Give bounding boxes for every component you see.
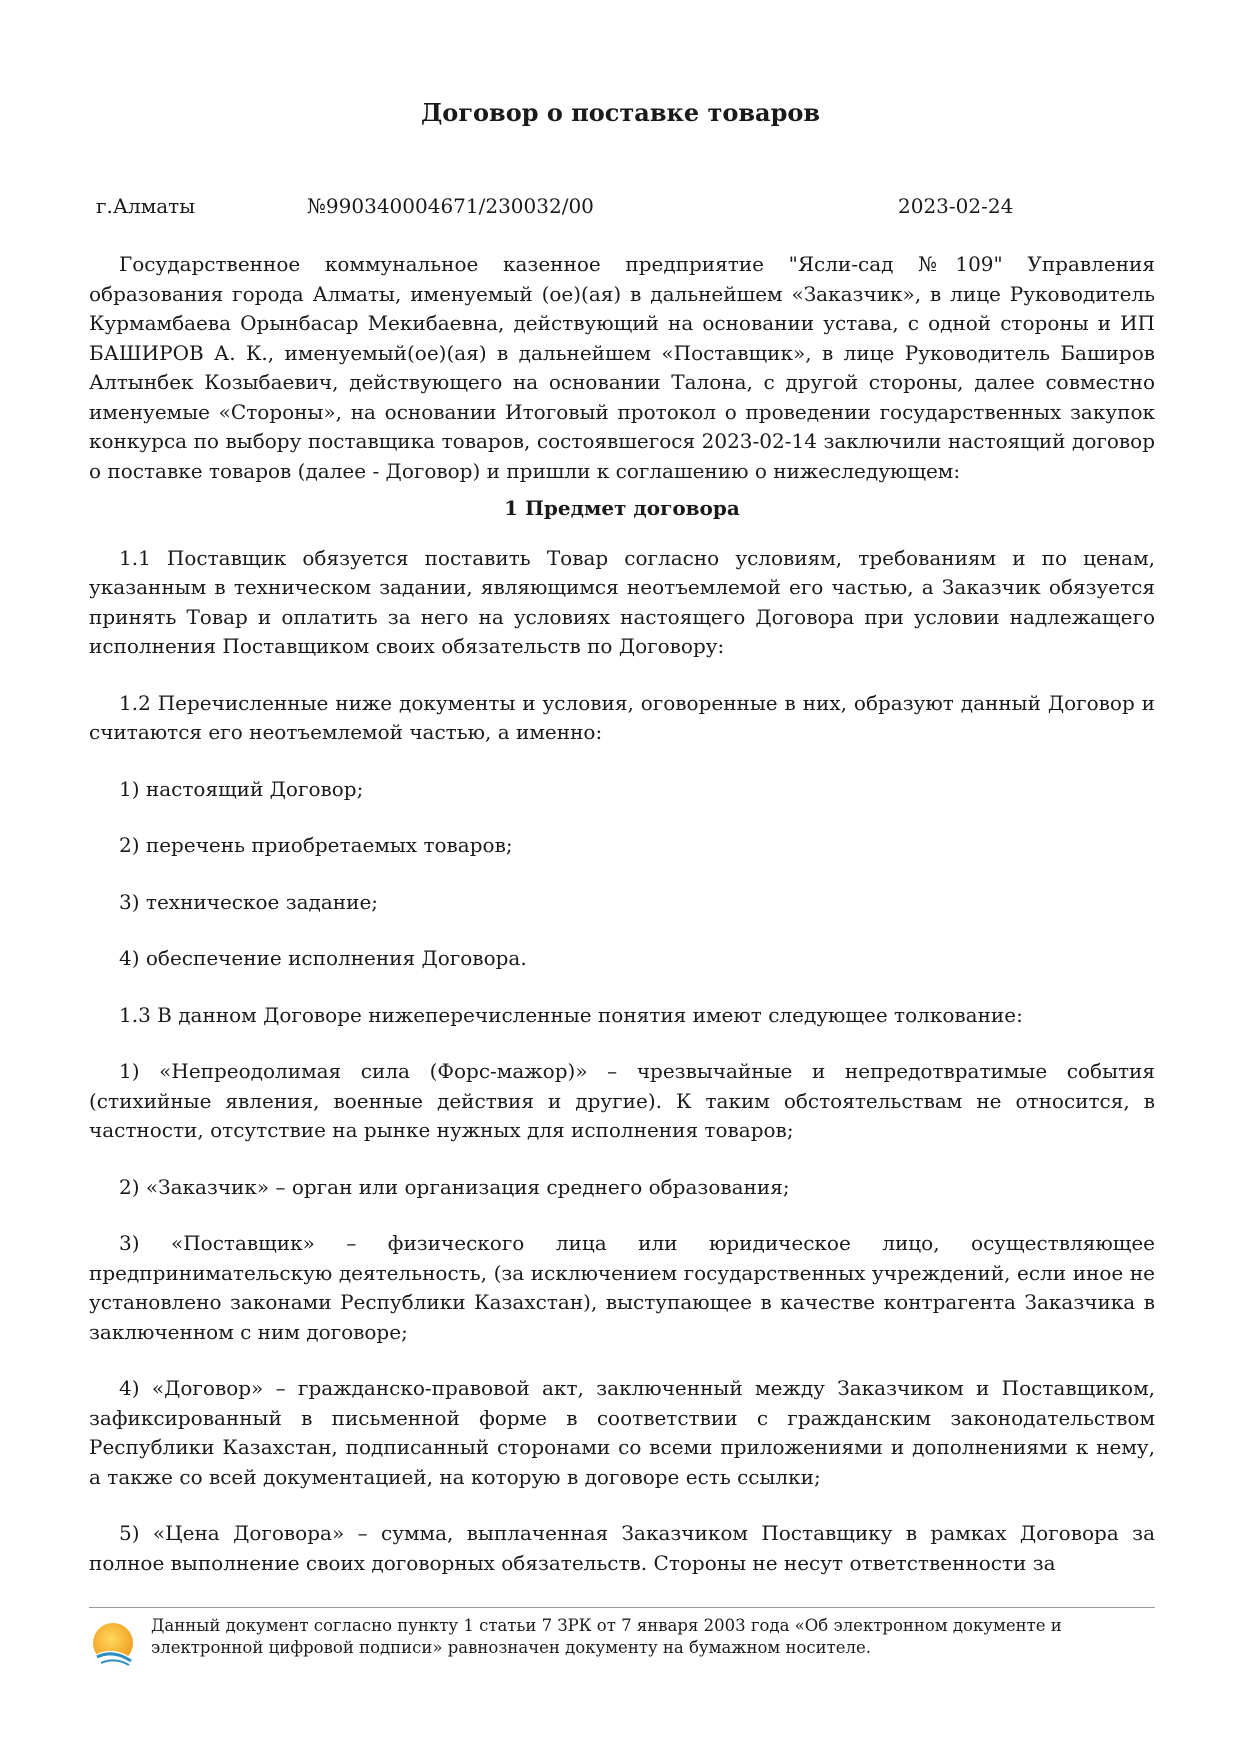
footer-divider bbox=[89, 1607, 1155, 1608]
section-heading: 1 Предмет договора bbox=[504, 496, 740, 520]
doc-list-item: 4) обеспечение исполнения Договора. bbox=[119, 946, 527, 970]
term-definition: 4) «Договор» – гражданско-правовой акт, заключенный между Заказчиком и Поставщиком, зафиксированный в письменной форме в соответствии с гражданским законодательством Республики Казахстан, подписанный сторонами со всеми приложениями и дополнениями к нему, а также со всей документацией, на которую в договоре есть ссылки; bbox=[89, 1376, 1155, 1489]
footer-legal-notice: Данный документ согласно пункту 1 статьи 7 ЗРК от 7 января 2003 года «Об электронном документе и электронной цифровой подписи» равнозначен документу на бумажном носителе. bbox=[151, 1616, 1062, 1657]
contract-body bbox=[89, 250, 1155, 1605]
intro-paragraph: Государственное коммунальное казенное предприятие "Ясли-сад №109" Управления образования города Алматы, именуемый (ое)(ая) в дальнейшем «Заказчик», в лице Руководитель Курмамбаева Орынбасар Мекибаевна, действующий на основании устава, с одной стороны и ИП БАШИРОВ А. К., именуемый(ое)(ая) в дальнейшем «Поставщик», в лице Руководитель Баширов Алтынбек Козыбаевич, действующего на основании Талона, с другой стороны, далее совместно именуемые «Стороны», на основании Итоговый протокол о проведении государственных закупок конкурса по выбору поставщика товаров, состоявшегося 2023-02-14 заключили настоящий договор о поставке товаров (далее - Договор) и пришли к соглашению о нижеследующем: bbox=[89, 252, 1155, 483]
clause-1-2: 1.2 Перечисленные ниже документы и условия, оговоренные в них, образуют данный Договор и считаются его неотъемлемой частью, а именно: bbox=[89, 690, 1155, 744]
doc-list-item: 1) настоящий Договор; bbox=[119, 776, 364, 801]
term-definition: 1) «Непреодолимая сила (Форс-мажор)» – чрезвычайные и непредотвратимые события (стихийные явления, военные действия и другие). К таким обстоятельствам не относится, в частности, отсутствие на рынке нужных для исполнения товаров; bbox=[89, 1059, 1155, 1142]
contract-number: №990340004671/230032/00 bbox=[307, 194, 594, 218]
clause-1-1: 1.1 Поставщик обязуется поставить Товар согласно условиям, требованиям и по ценам, указанным в техническом задании, являющимся неотъемлемой его частью, а Заказчик обязуется принять Товар и оплатить за него на условиях настоящего Договора при условии надлежащего исполнения Поставщиком своих обязательств по Договору: bbox=[89, 545, 1155, 658]
doc-list-item: 2) перечень приобретаемых товаров; bbox=[119, 833, 513, 857]
clause-1-3: 1.3 В данном Договоре нижеперечисленные понятия имеют следующее толкование: bbox=[119, 1002, 1023, 1027]
contract-city: г.Алматы bbox=[96, 194, 196, 218]
term-definition: 2) «Заказчик» – орган или организация среднего образования; bbox=[119, 1174, 790, 1199]
term-definition: 3) «Поставщик» – физического лица или юридическое лицо, осуществляющее предпринимательскую деятельность, (за исключением государственных учреждений, если иное не установлено законами Республики Казахстан), выступающее в качестве контрагента Заказчика в заключенном с ним договоре; bbox=[89, 1231, 1155, 1344]
page-title: Договор о поставке товаров bbox=[420, 98, 821, 127]
contract-date: 2023-02-24 bbox=[898, 194, 1014, 218]
egov-sun-logo-icon bbox=[89, 1619, 141, 1669]
doc-list-item: 3) техническое задание; bbox=[119, 889, 379, 914]
term-definition: 5) «Цена Договора» – сумма, выплаченная Заказчиком Поставщику в рамках Договора за полное выполнение своих договорных обязательств. Стороны не несут ответственности за bbox=[89, 1521, 1155, 1575]
